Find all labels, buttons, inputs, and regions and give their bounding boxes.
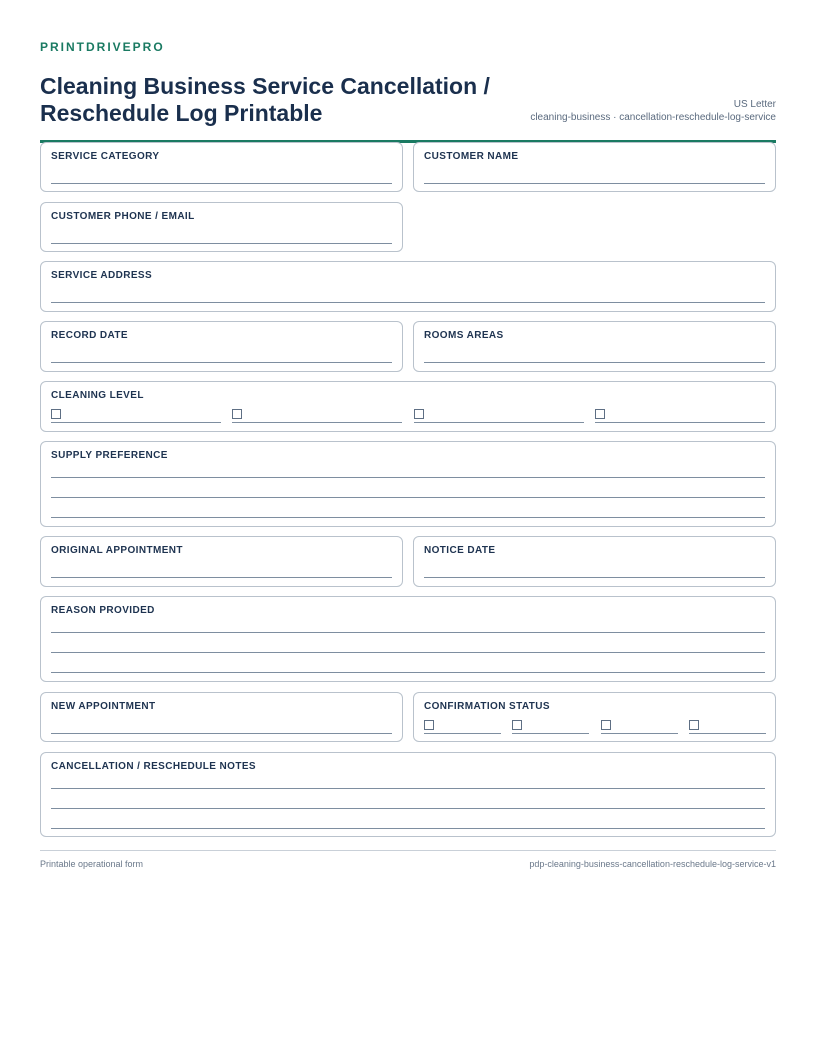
supply-preference-field[interactable] xyxy=(40,441,776,527)
field-label: SERVICE CATEGORY xyxy=(51,151,160,162)
write-line[interactable] xyxy=(51,672,765,673)
option-line[interactable] xyxy=(414,422,584,423)
field-label: ORIGINAL APPOINTMENT xyxy=(51,545,183,556)
title-line-2: Reschedule Log Printable xyxy=(40,100,323,126)
brand-logo-text: PRINTDRIVEPRO xyxy=(40,40,165,54)
rooms-areas-field[interactable] xyxy=(413,321,776,372)
write-line[interactable] xyxy=(51,243,392,244)
footer-left-text: Printable operational form xyxy=(40,859,144,869)
checkbox[interactable] xyxy=(414,409,424,419)
option-line[interactable] xyxy=(595,422,765,423)
field-label: REASON PROVIDED xyxy=(51,605,155,616)
checkbox[interactable] xyxy=(601,720,611,730)
cleaning-level-field[interactable] xyxy=(40,381,776,432)
original-appointment-field[interactable] xyxy=(40,536,403,587)
footer-form-id: pdp-cleaning-business-cancellation-reschedule-log-service-v1 xyxy=(529,859,776,869)
write-line[interactable] xyxy=(424,577,765,578)
write-line[interactable] xyxy=(424,183,765,184)
field-label: RECORD DATE xyxy=(51,330,128,341)
write-line[interactable] xyxy=(51,183,392,184)
customer-name-field[interactable] xyxy=(413,142,776,192)
field-label: SUPPLY PREFERENCE xyxy=(51,450,168,461)
field-label: CUSTOMER PHONE / EMAIL xyxy=(51,211,195,222)
write-line[interactable] xyxy=(51,632,765,633)
form-page xyxy=(40,40,776,143)
field-label: CLEANING LEVEL xyxy=(51,390,144,401)
page-title xyxy=(40,73,540,127)
record-date-field[interactable] xyxy=(40,321,403,372)
write-line[interactable] xyxy=(51,733,392,734)
notice-date-field[interactable] xyxy=(413,536,776,587)
option-line[interactable] xyxy=(232,422,402,423)
write-line[interactable] xyxy=(51,652,765,653)
document-meta xyxy=(530,98,776,124)
confirmation-status-field[interactable] xyxy=(413,692,776,742)
field-label: CANCELLATION / RESCHEDULE NOTES xyxy=(51,761,256,772)
write-line[interactable] xyxy=(51,808,765,809)
checkbox[interactable] xyxy=(512,720,522,730)
paper-size: US Letter xyxy=(733,99,776,110)
write-line[interactable] xyxy=(51,497,765,498)
field-label: ROOMS AREAS xyxy=(424,330,504,341)
service-category-field[interactable] xyxy=(40,142,403,192)
write-line[interactable] xyxy=(51,477,765,478)
write-line[interactable] xyxy=(51,577,392,578)
page-header xyxy=(40,54,776,143)
customer-contact-field[interactable] xyxy=(40,202,403,252)
footer-divider xyxy=(40,850,776,851)
field-label: CONFIRMATION STATUS xyxy=(424,701,550,712)
option-line[interactable] xyxy=(51,422,221,423)
title-line-1: Cleaning Business Service Cancellation / xyxy=(40,73,490,99)
field-label: NEW APPOINTMENT xyxy=(51,701,156,712)
write-line[interactable] xyxy=(51,517,765,518)
option-line[interactable] xyxy=(424,733,501,734)
checkbox[interactable] xyxy=(424,720,434,730)
write-line[interactable] xyxy=(51,302,765,303)
checkbox[interactable] xyxy=(232,409,242,419)
option-line[interactable] xyxy=(601,733,678,734)
write-line[interactable] xyxy=(51,362,392,363)
write-line[interactable] xyxy=(51,828,765,829)
option-line[interactable] xyxy=(512,733,589,734)
service-address-field[interactable] xyxy=(40,261,776,312)
checkbox[interactable] xyxy=(51,409,61,419)
checkbox[interactable] xyxy=(595,409,605,419)
checkbox[interactable] xyxy=(689,720,699,730)
option-line[interactable] xyxy=(689,733,766,734)
new-appointment-field[interactable] xyxy=(40,692,403,742)
reason-provided-field[interactable] xyxy=(40,596,776,682)
field-label: NOTICE DATE xyxy=(424,545,496,556)
document-slug: cleaning-business · cancellation-reschedule-log-service xyxy=(530,112,776,123)
write-line[interactable] xyxy=(51,788,765,789)
field-label: SERVICE ADDRESS xyxy=(51,270,153,281)
field-label: CUSTOMER NAME xyxy=(424,151,519,162)
write-line[interactable] xyxy=(424,362,765,363)
notes-field[interactable] xyxy=(40,752,776,837)
